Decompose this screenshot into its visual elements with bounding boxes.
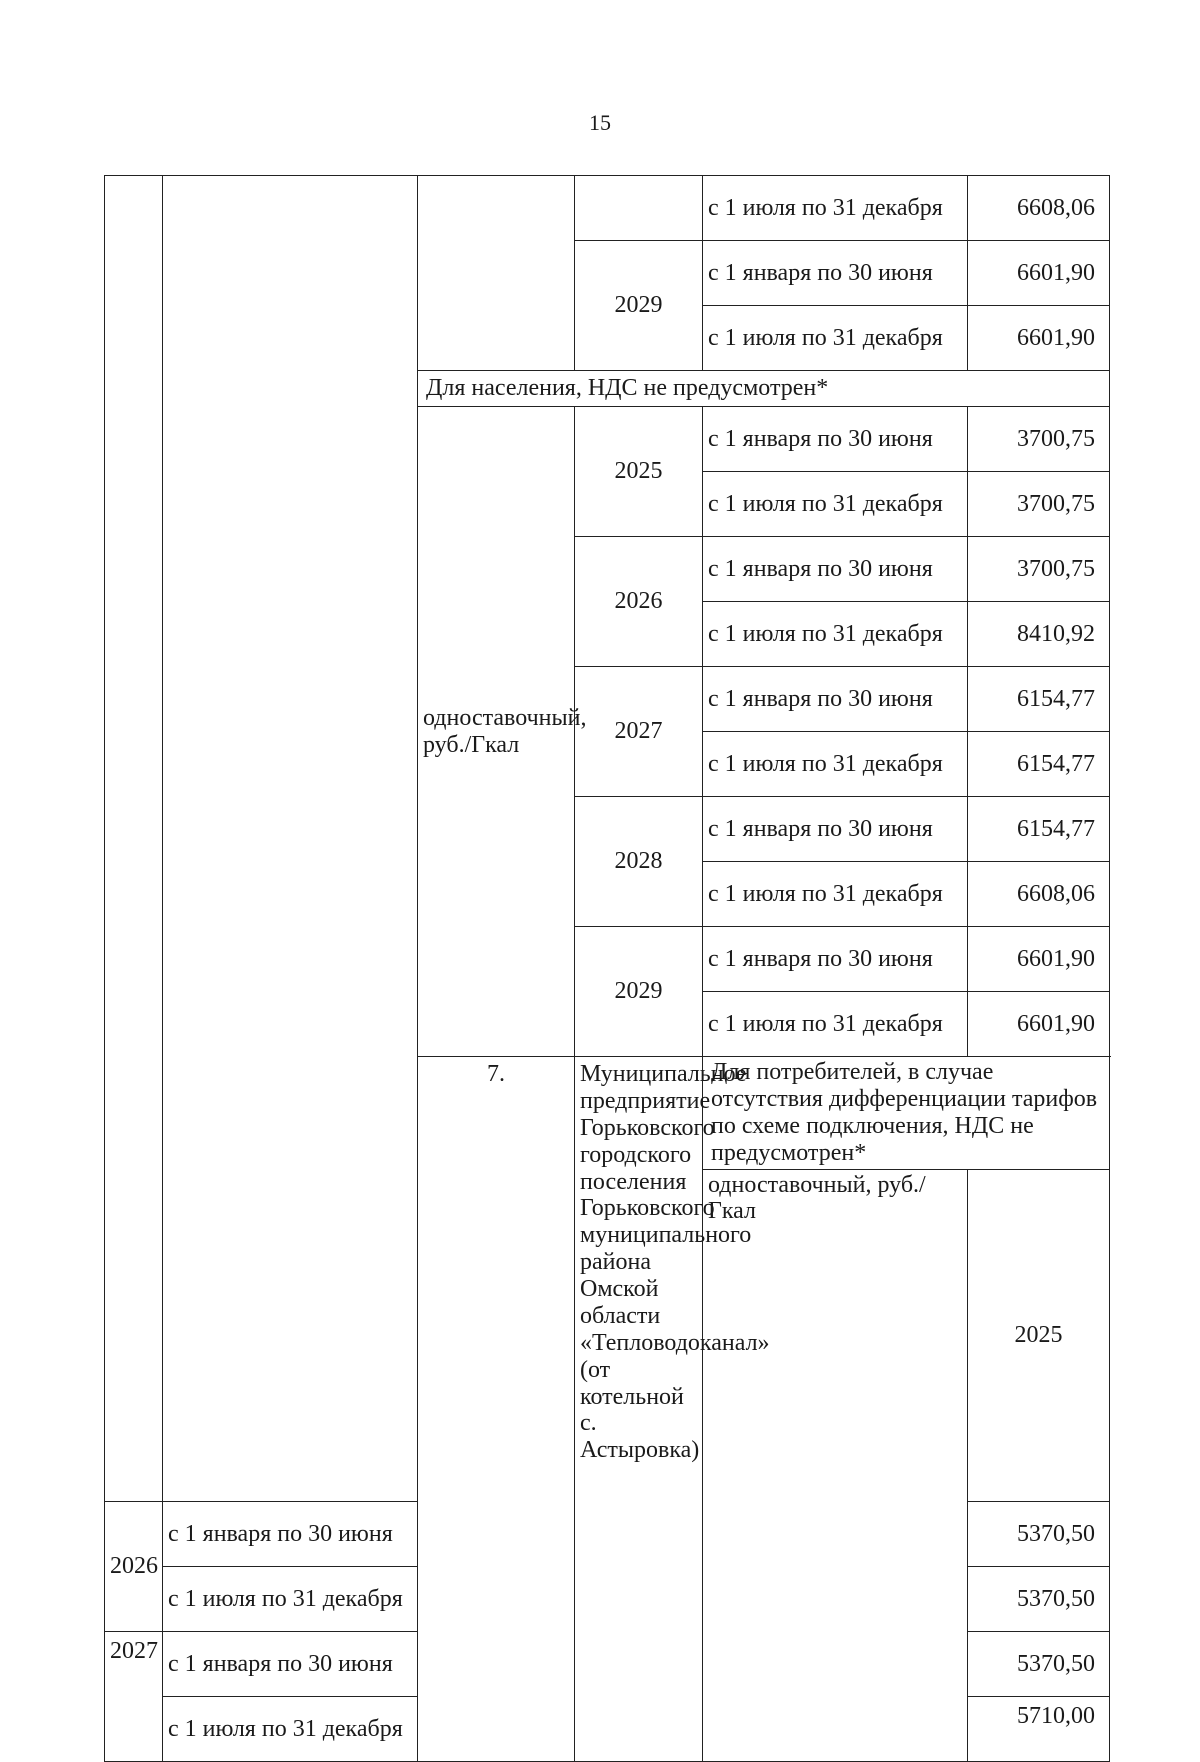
period-cell: с 1 июля по 31 декабря [163,1697,418,1762]
period-cell: с 1 июля по 31 декабря [703,602,968,667]
entry-number: 7. [418,1057,575,1762]
value-cell: 3700,75 [968,407,1110,472]
period-cell: с 1 июля по 31 декабря [703,306,968,371]
period-cell: с 1 января по 30 июня [163,1632,418,1697]
period-cell: с 1 января по 30 июня [163,1502,418,1567]
year-cell: 2025 [968,1169,1110,1502]
year-cell: 2029 [575,927,703,1057]
table-row [105,176,1110,241]
value-cell: 6601,90 [968,306,1110,371]
period-cell: с 1 июля по 31 декабря [163,1567,418,1632]
tariff-type-cell: одноставочный, руб./Гкал [703,1169,968,1762]
year-cell: 2027 [575,667,703,797]
year-cell-empty [575,176,703,241]
period-cell: с 1 июля по 31 декабря [703,176,968,241]
period-cell: с 1 января по 30 июня [703,667,968,732]
period-cell: с 1 января по 30 июня [703,927,968,992]
page-number: 15 [589,110,611,135]
year-cell: 2025 [575,407,703,537]
value-cell: 6154,77 [968,732,1110,797]
period-cell: с 1 июля по 31 декабря [703,992,968,1057]
value-cell: 5370,50 [968,1632,1110,1697]
period-cell: с 1 июля по 31 декабря [703,732,968,797]
period-cell: с 1 января по 30 июня [703,241,968,306]
value-cell: 3700,75 [968,472,1110,537]
year-cell: 2029 [575,241,703,371]
period-cell: с 1 июля по 31 декабря [703,862,968,927]
period-cell: с 1 июля по 31 декабря [703,472,968,537]
year-cell: 2026 [105,1502,163,1632]
year-cell: 2028 [575,797,703,927]
period-cell: с 1 января по 30 июня [703,797,968,862]
value-cell: 5370,50 [968,1567,1110,1632]
organization-name: Муниципальное предприятие Горьковского городского поселения Горьковского муниципального района Омской области «Тепловодоканал» (от котельной с. Астыровка) [575,1057,703,1762]
organization-cell-empty [163,176,418,1502]
value-cell: 5370,50 [968,1502,1110,1567]
population-header: Для населения, НДС не предусмотрен* [418,371,1110,407]
period-cell: с 1 января по 30 июня [703,537,968,602]
value-cell: 6601,90 [968,992,1110,1057]
period-cell: с 1 января по 30 июня [703,407,968,472]
value-cell: 5710,00 [968,1697,1110,1762]
tariff-type-cell: одноставочный, руб./Гкал [418,407,575,1057]
value-cell: 6601,90 [968,241,1110,306]
value-cell: 6608,06 [968,862,1110,927]
value-cell: 6601,90 [968,927,1110,992]
type-cell-empty [418,176,575,371]
value-cell: 6154,77 [968,797,1110,862]
consumers-header: Для потребителей, в случае отсутствия дифференциации тарифов по схеме подключения, НДС не предусмотрен* [703,1057,1110,1170]
number-cell-empty [105,176,163,1502]
tariff-table [104,175,1110,1762]
value-cell: 8410,92 [968,602,1110,667]
year-cell: 2027 [105,1632,163,1762]
year-cell: 2026 [575,537,703,667]
value-cell: 3700,75 [968,537,1110,602]
value-cell: 6608,06 [968,176,1110,241]
value-cell: 6154,77 [968,667,1110,732]
